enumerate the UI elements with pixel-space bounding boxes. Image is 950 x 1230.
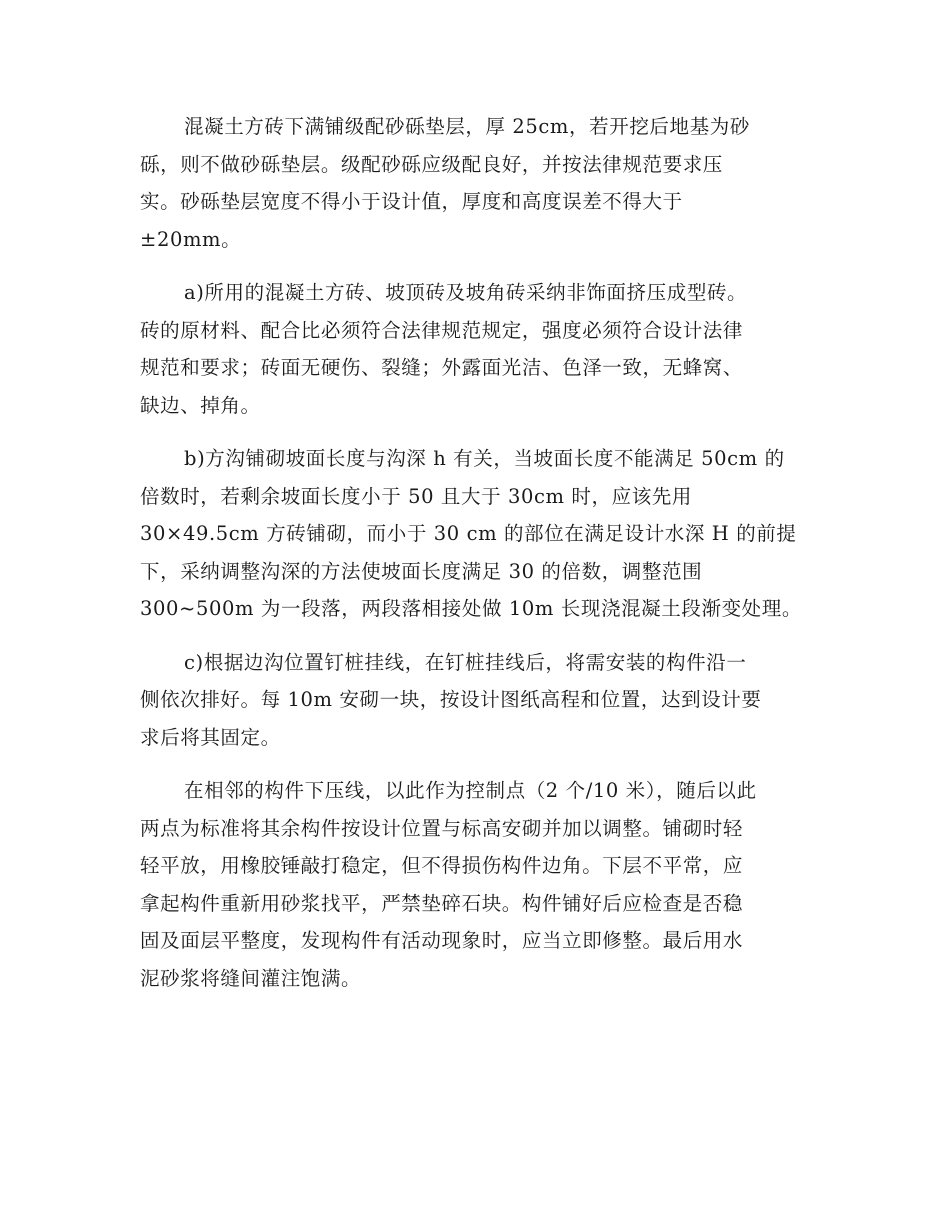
paragraph-line: 300~500m 为一段落，两段落相接处做 10m 长现浇混凝土段渐变处理。 <box>140 597 802 620</box>
paragraph-base-layer <box>140 108 805 258</box>
paragraph-item-b <box>140 440 805 628</box>
paragraph-line: 30×49.5cm 方砖铺砌，而小于 30 cm 的部位在满足设计水深 H 的前提 <box>140 522 797 545</box>
paragraph-line: 两点为标准将其余构件按设计位置与标高安砌并加以调整。铺砌时轻 <box>140 816 744 840</box>
paragraph-line: 倍数时，若剩余坡面长度小于 50 且大于 30cm 时，应该先用 <box>140 484 693 508</box>
paragraph-line: 混凝土方砖下满铺级配砂砾垫层，厚 25cm，若开挖后地基为砂 <box>184 115 750 138</box>
paragraph-line: 下，采纳调整沟深的方法使坡面长度满足 30 的倍数，调整范围 <box>140 559 703 583</box>
paragraph-installation <box>140 772 805 997</box>
paragraph-line: a)所用的混凝土方砖、坡顶砖及坡角砖采纳非饰面挤压成型砖。 <box>184 281 748 304</box>
paragraph-item-c <box>140 644 805 757</box>
paragraph-line: 缺边、掉角。 <box>140 393 261 417</box>
paragraph-line: 固及面层平整度，发现构件有活动现象时，应当立即修整。最后用水 <box>140 929 744 952</box>
paragraph-line: 实。砂砾垫层宽度不得小于设计值，厚度和高度误差不得大于 <box>140 190 683 213</box>
paragraph-line: 求后将其固定。 <box>140 725 281 749</box>
paragraph-line: 在相邻的构件下压线，以此作为控制点（2 个/10 米），随后以此 <box>184 779 757 802</box>
paragraph-line: b)方沟铺砌坡面长度与沟深 h 有关，当坡面长度不能满足 50cm 的 <box>184 447 785 470</box>
paragraph-line: 拿起构件重新用砂浆找平，严禁垫碎石块。构件铺好后应检查是否稳 <box>140 891 744 915</box>
paragraph-line: 泥砂浆将缝间灌注饱满。 <box>140 966 362 990</box>
paragraph-line: 侧依次排好。每 10m 安砌一块，按设计图纸高程和位置，达到设计要 <box>140 688 762 711</box>
paragraph-line: 轻平放，用橡胶锤敲打稳定，但不得损伤构件边角。下层不平常，应 <box>140 854 744 877</box>
paragraph-line: 砖的原材料、配合比必须符合法律规范规定，强度必须符合设计法律 <box>140 318 744 342</box>
document-body <box>140 108 805 1013</box>
paragraph-line: 规范和要求；砖面无硬伤、裂缝；外露面光洁、色泽一致，无蜂窝、 <box>140 356 744 379</box>
paragraph-item-a <box>140 274 805 424</box>
paragraph-line: c)根据边沟位置钉桩挂线，在钉桩挂线后，将需安装的构件沿一 <box>184 650 747 674</box>
paragraph-line: 砾，则不做砂砾垫层。级配砂砾应级配良好，并按法律规范要求压 <box>140 152 723 176</box>
paragraph-line: ±20mm。 <box>140 227 242 251</box>
